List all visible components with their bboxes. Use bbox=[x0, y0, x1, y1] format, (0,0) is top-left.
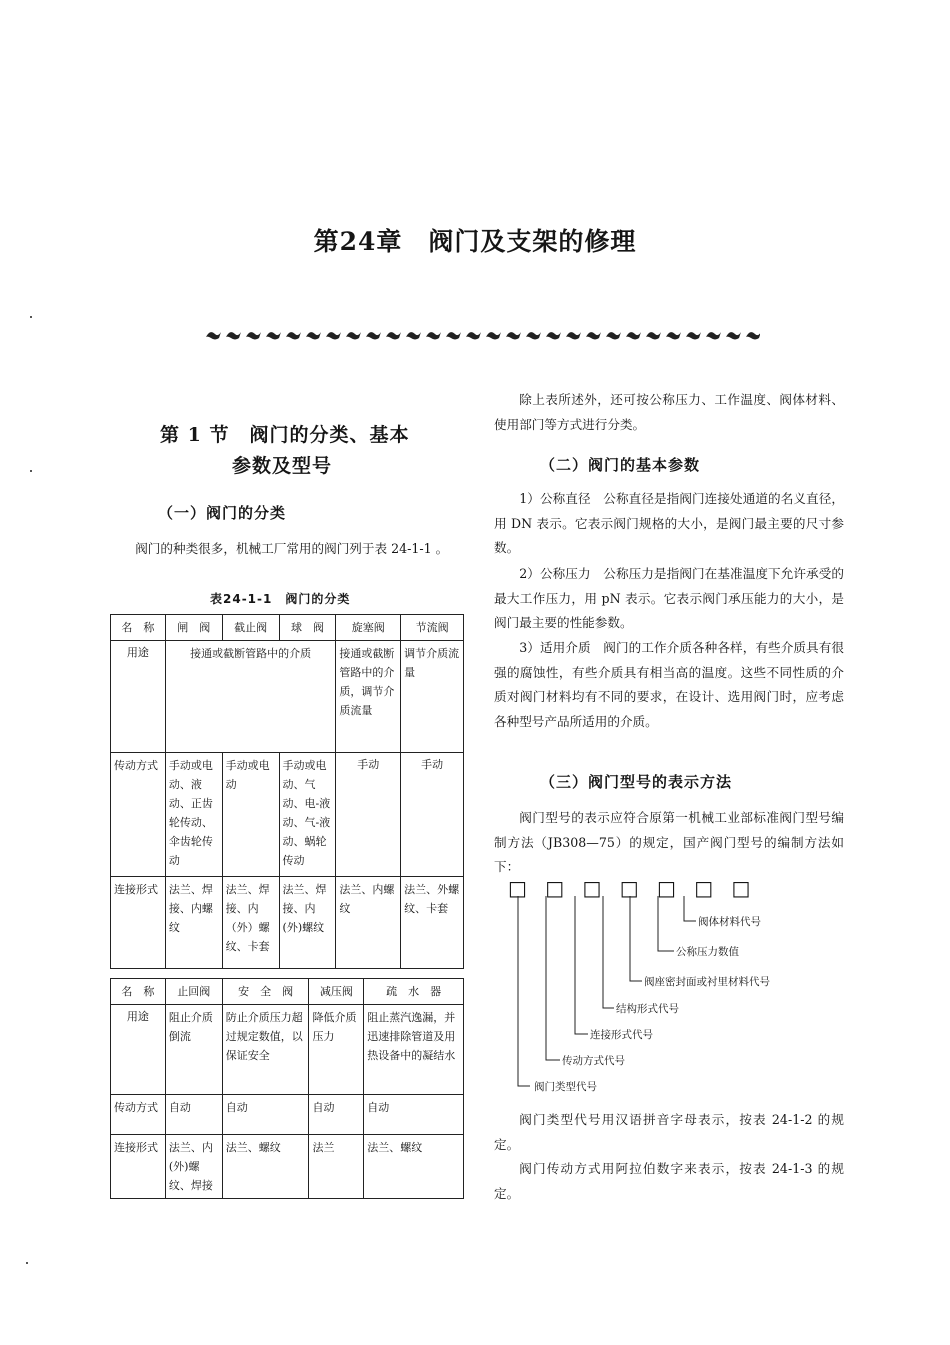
table-header-cell: 减压阀 bbox=[309, 979, 364, 1005]
table-cell: 手动或电动 bbox=[222, 753, 279, 877]
table-header-cell: 名 称 bbox=[111, 979, 166, 1005]
ornament-motif bbox=[546, 332, 561, 340]
table-caption: 表24-1-1 阀门的分类 bbox=[210, 592, 351, 606]
table-cell: 手动或电动、液动、正齿轮传动、伞齿轮传动 bbox=[165, 753, 222, 877]
ornament-motif bbox=[606, 332, 621, 340]
table-cell: 手动或电动、气动、电-液动、气-液动、蜗轮传动 bbox=[279, 753, 336, 877]
right-intro-paragraph: 除上表所述外，还可按公称压力、工作温度、阀体材料、使用部门等方式进行分类。 bbox=[494, 392, 844, 432]
ornament-motif bbox=[526, 332, 541, 340]
section-title-line2: 参数及型号 bbox=[232, 455, 333, 477]
model-paragraph: 阀门型号的表示应符合原第一机械工业部标准阀门型号编制方法（JB308—75）的规定，国产阀门型号的编制方法如下： bbox=[494, 810, 844, 874]
ornament-motif bbox=[206, 332, 221, 340]
ornament-motif bbox=[446, 332, 461, 340]
ornament-motif bbox=[346, 332, 361, 340]
ornament-motif bbox=[386, 332, 401, 340]
subsection-parameters-title: （二）阀门的基本参数 bbox=[540, 456, 701, 474]
table-cell: 法兰、螺纹 bbox=[222, 1135, 309, 1199]
table-cell: 法兰、螺纹 bbox=[364, 1135, 464, 1199]
table-cell: 法兰、内(外)螺纹、焊接 bbox=[165, 1135, 222, 1199]
table-cell: 调节介质流量 bbox=[401, 641, 464, 753]
ornament-motif bbox=[366, 332, 381, 340]
ornament-motif bbox=[746, 332, 760, 340]
table-cell: 阻止蒸汽逸漏，并迅速排除管道及用热设备中的凝结水 bbox=[364, 1005, 464, 1095]
table-row-label: 用途 bbox=[111, 641, 166, 753]
table-row-label: 连接形式 bbox=[111, 877, 166, 969]
ornament-motif bbox=[266, 332, 281, 340]
ornament-motif bbox=[406, 332, 421, 340]
scan-speck bbox=[30, 470, 32, 472]
ornament-motif bbox=[246, 332, 261, 340]
table-cell: 手动 bbox=[401, 753, 464, 877]
valve-classification-table bbox=[110, 614, 464, 969]
ornament-motif bbox=[626, 332, 641, 340]
table-row-label: 传动方式 bbox=[111, 1095, 166, 1135]
table-cell: 法兰、外螺纹、卡套 bbox=[401, 877, 464, 969]
label-connection-form: 连接形式代号 bbox=[590, 1029, 653, 1041]
table-cell: 自动 bbox=[364, 1095, 464, 1135]
table-row-label: 传动方式 bbox=[111, 753, 166, 877]
table-cell: 法兰、内螺纹 bbox=[336, 877, 401, 969]
ornament-motif bbox=[566, 332, 581, 340]
table-header-cell: 止回阀 bbox=[165, 979, 222, 1005]
ornament-motif bbox=[426, 332, 441, 340]
label-structure-form: 结构形式代号 bbox=[616, 1003, 679, 1015]
table-row-label: 用途 bbox=[111, 1005, 166, 1095]
table-header-cell: 截止阀 bbox=[222, 615, 279, 641]
label-body-material: 阀体材料代号 bbox=[698, 916, 761, 928]
table-cell: 自动 bbox=[222, 1095, 309, 1135]
parameter-item-3: 3）适用介质 阀门的工作介质各种各样，有些介质具有很强的腐蚀性，有些介质具有相当高的温度。这些不同性质的介质对阀门材料均有不同的要求，在设计、选用阀门时，应考虑各种型号产品所适用的介质。 bbox=[494, 640, 844, 729]
table-cell: 阻止介质倒流 bbox=[165, 1005, 222, 1095]
ornament-motif bbox=[306, 332, 321, 340]
ornament-motif bbox=[506, 332, 521, 340]
after-diagram-paragraph-1: 阀门类型代号用汉语拼音字母表示，按表 24-1-2 的规定。 bbox=[494, 1112, 844, 1152]
table-cell: 接通或截断管路中的介质，调节介质流量 bbox=[336, 641, 401, 753]
table-cell: 自动 bbox=[309, 1095, 364, 1135]
label-nominal-pressure: 公称压力数值 bbox=[676, 946, 739, 958]
label-drive-mode: 传动方式代号 bbox=[562, 1055, 625, 1067]
valve-classification-table-part2 bbox=[110, 978, 464, 1199]
chapter-title: 第24章 阀门及支架的修理 bbox=[313, 227, 637, 256]
parameter-item-2: 2）公称压力 公称压力是指阀门在基准温度下允许承受的最大工作压力，用 pN 表示。它表示阀门承压能力的大小，是阀门最主要的性能参数。 bbox=[494, 566, 844, 630]
scan-speck bbox=[30, 316, 32, 318]
ornament-motif bbox=[666, 332, 681, 340]
table-header-cell: 疏 水 器 bbox=[364, 979, 464, 1005]
scan-speck bbox=[26, 1262, 28, 1264]
label-seat-material: 阀座密封面或衬里材料代号 bbox=[644, 976, 770, 988]
table-header-cell: 安 全 阀 bbox=[222, 979, 309, 1005]
after-diagram-paragraph-2: 阀门传动方式用阿拉伯数字来表示，按表 24-1-3 的规定。 bbox=[494, 1161, 844, 1201]
ornament-motif bbox=[486, 332, 501, 340]
ornament-motif bbox=[466, 332, 481, 340]
table-cell: 降低介质压力 bbox=[309, 1005, 364, 1095]
table-header-cell: 名 称 bbox=[111, 615, 166, 641]
table-cell: 法兰、焊接、内(外)螺纹 bbox=[279, 877, 336, 969]
ornament-motif bbox=[646, 332, 661, 340]
table-cell: 接通或截断管路中的介质 bbox=[165, 641, 336, 753]
table-cell: 自动 bbox=[165, 1095, 222, 1135]
ornament-motif bbox=[326, 332, 341, 340]
subsection-model-title: （三）阀门型号的表示方法 bbox=[540, 773, 733, 791]
table-header-cell: 球 阀 bbox=[279, 615, 336, 641]
table-cell: 法兰、焊接、内螺纹 bbox=[165, 877, 222, 969]
ornament-motif bbox=[226, 332, 241, 340]
ornament-motif bbox=[286, 332, 301, 340]
ornament-motif bbox=[686, 332, 701, 340]
ornament-motif bbox=[586, 332, 601, 340]
label-valve-type: 阀门类型代号 bbox=[534, 1081, 597, 1093]
table-header-cell: 节流阀 bbox=[401, 615, 464, 641]
model-code-boxes: □ □ □ □ □ □ □ bbox=[508, 876, 757, 900]
table-cell: 法兰、焊接、内（外）螺纹、卡套 bbox=[222, 877, 279, 969]
ornament-motif bbox=[726, 332, 741, 340]
section-title-line1: 第 1 节 阀门的分类、基本 bbox=[160, 424, 410, 446]
table-cell: 法兰 bbox=[309, 1135, 364, 1199]
classification-paragraph: 阀门的种类很多，机械工厂常用的阀门列于表 24-1-1 。 bbox=[135, 541, 449, 556]
table-row-label: 连接形式 bbox=[111, 1135, 166, 1199]
table-cell: 手动 bbox=[336, 753, 401, 877]
ornament-motif bbox=[706, 332, 721, 340]
ornamental-divider bbox=[200, 326, 760, 342]
table-header-cell: 旋塞阀 bbox=[336, 615, 401, 641]
subsection-classification-title: （一）阀门的分类 bbox=[158, 504, 287, 522]
parameter-item-1: 1）公称直径 公称直径是指阀门连接处通道的名义直径，用 DN 表示。它表示阀门规格的大小，是阀门最主要的尺寸参数。 bbox=[494, 491, 844, 555]
table-cell: 防止介质压力超过规定数值，以保证安全 bbox=[222, 1005, 309, 1095]
table-header-cell: 闸 阀 bbox=[165, 615, 222, 641]
